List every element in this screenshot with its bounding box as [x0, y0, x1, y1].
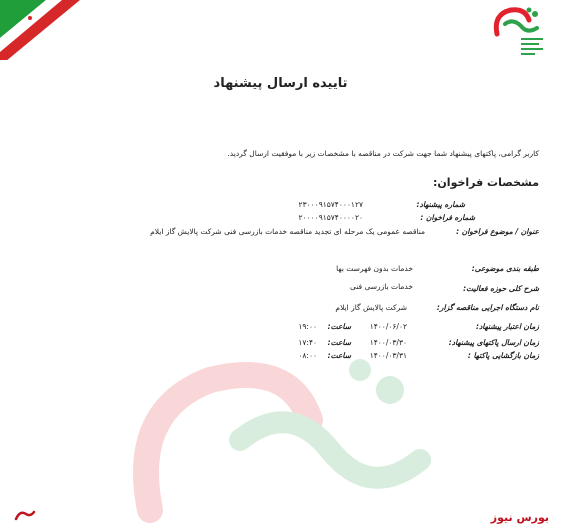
activity-value: خدمات بازرسی فنی [350, 282, 413, 291]
submit-time: ۱۷:۴۰ [298, 338, 317, 347]
page-title: تاییده ارسال پیشنهاد [213, 76, 348, 91]
flag-band-icon [0, 0, 90, 60]
intro-text: کاربر گرامی، پاکتهای پیشنهاد شما جهت شرکت در مناقصه با مشخصات زیر با موفقیت ارسال گردید. [227, 149, 539, 158]
section-title: مشخصات فراخوان: [433, 176, 539, 189]
submit-time-label: زمان ارسال پاکتهای پیشنهاد: [448, 338, 539, 347]
setad-logo-icon [491, 4, 547, 62]
organizer-label: نام دستگاه اجرایی مناقصه گزار: [436, 303, 539, 312]
opening-date: ۱۴۰۰/۰۳/۳۱ [369, 351, 407, 360]
opening-time-caption: ساعت: [327, 351, 351, 360]
call-number-value: ۲۰۰۰۰۹۱۵۷۴۰۰۰۰۲۰ [298, 213, 363, 222]
footer-brand: بورس نیوز [490, 511, 549, 524]
setad-watermark-icon [120, 330, 440, 530]
organizer-value: شرکت پالایش گاز ایلام [335, 303, 407, 312]
submit-date: ۱۴۰۰/۰۳/۳۰ [369, 338, 407, 347]
proposal-number-label: شماره پیشنهاد: [416, 200, 465, 209]
validity-time-label: زمان اعتبار پیشنهاد: [475, 322, 539, 331]
activity-label: شرح کلی حوزه فعالیت: [463, 284, 539, 293]
validity-time: ۱۹:۰۰ [298, 322, 317, 331]
bourse-news-mini-logo-icon [14, 508, 36, 522]
category-value: خدمات بدون فهرست بها [336, 264, 413, 273]
opening-time: ۰۸:۰۰ [298, 351, 317, 360]
subject-value: مناقصه عمومی یک مرحله ای تجدید مناقصه خدمات بازرسی فنی شرکت پالایش گاز ایلام [150, 227, 425, 236]
submit-time-caption: ساعت: [327, 338, 351, 347]
subject-label: عنوان / موضوع فراخوان : [456, 227, 539, 236]
opening-time-label: زمان بازگشایی پاکتها : [467, 351, 539, 360]
validity-time-caption: ساعت: [327, 322, 351, 331]
validity-date: ۱۴۰۰/۰۶/۰۲ [369, 322, 407, 331]
proposal-number-value: ۲۳۰۰۰۹۱۵۷۴۰۰۰۱۲۷ [298, 200, 363, 209]
category-label: طبقه بندی موضوعی: [471, 264, 539, 273]
call-number-label: شماره فراخوان : [420, 213, 475, 222]
